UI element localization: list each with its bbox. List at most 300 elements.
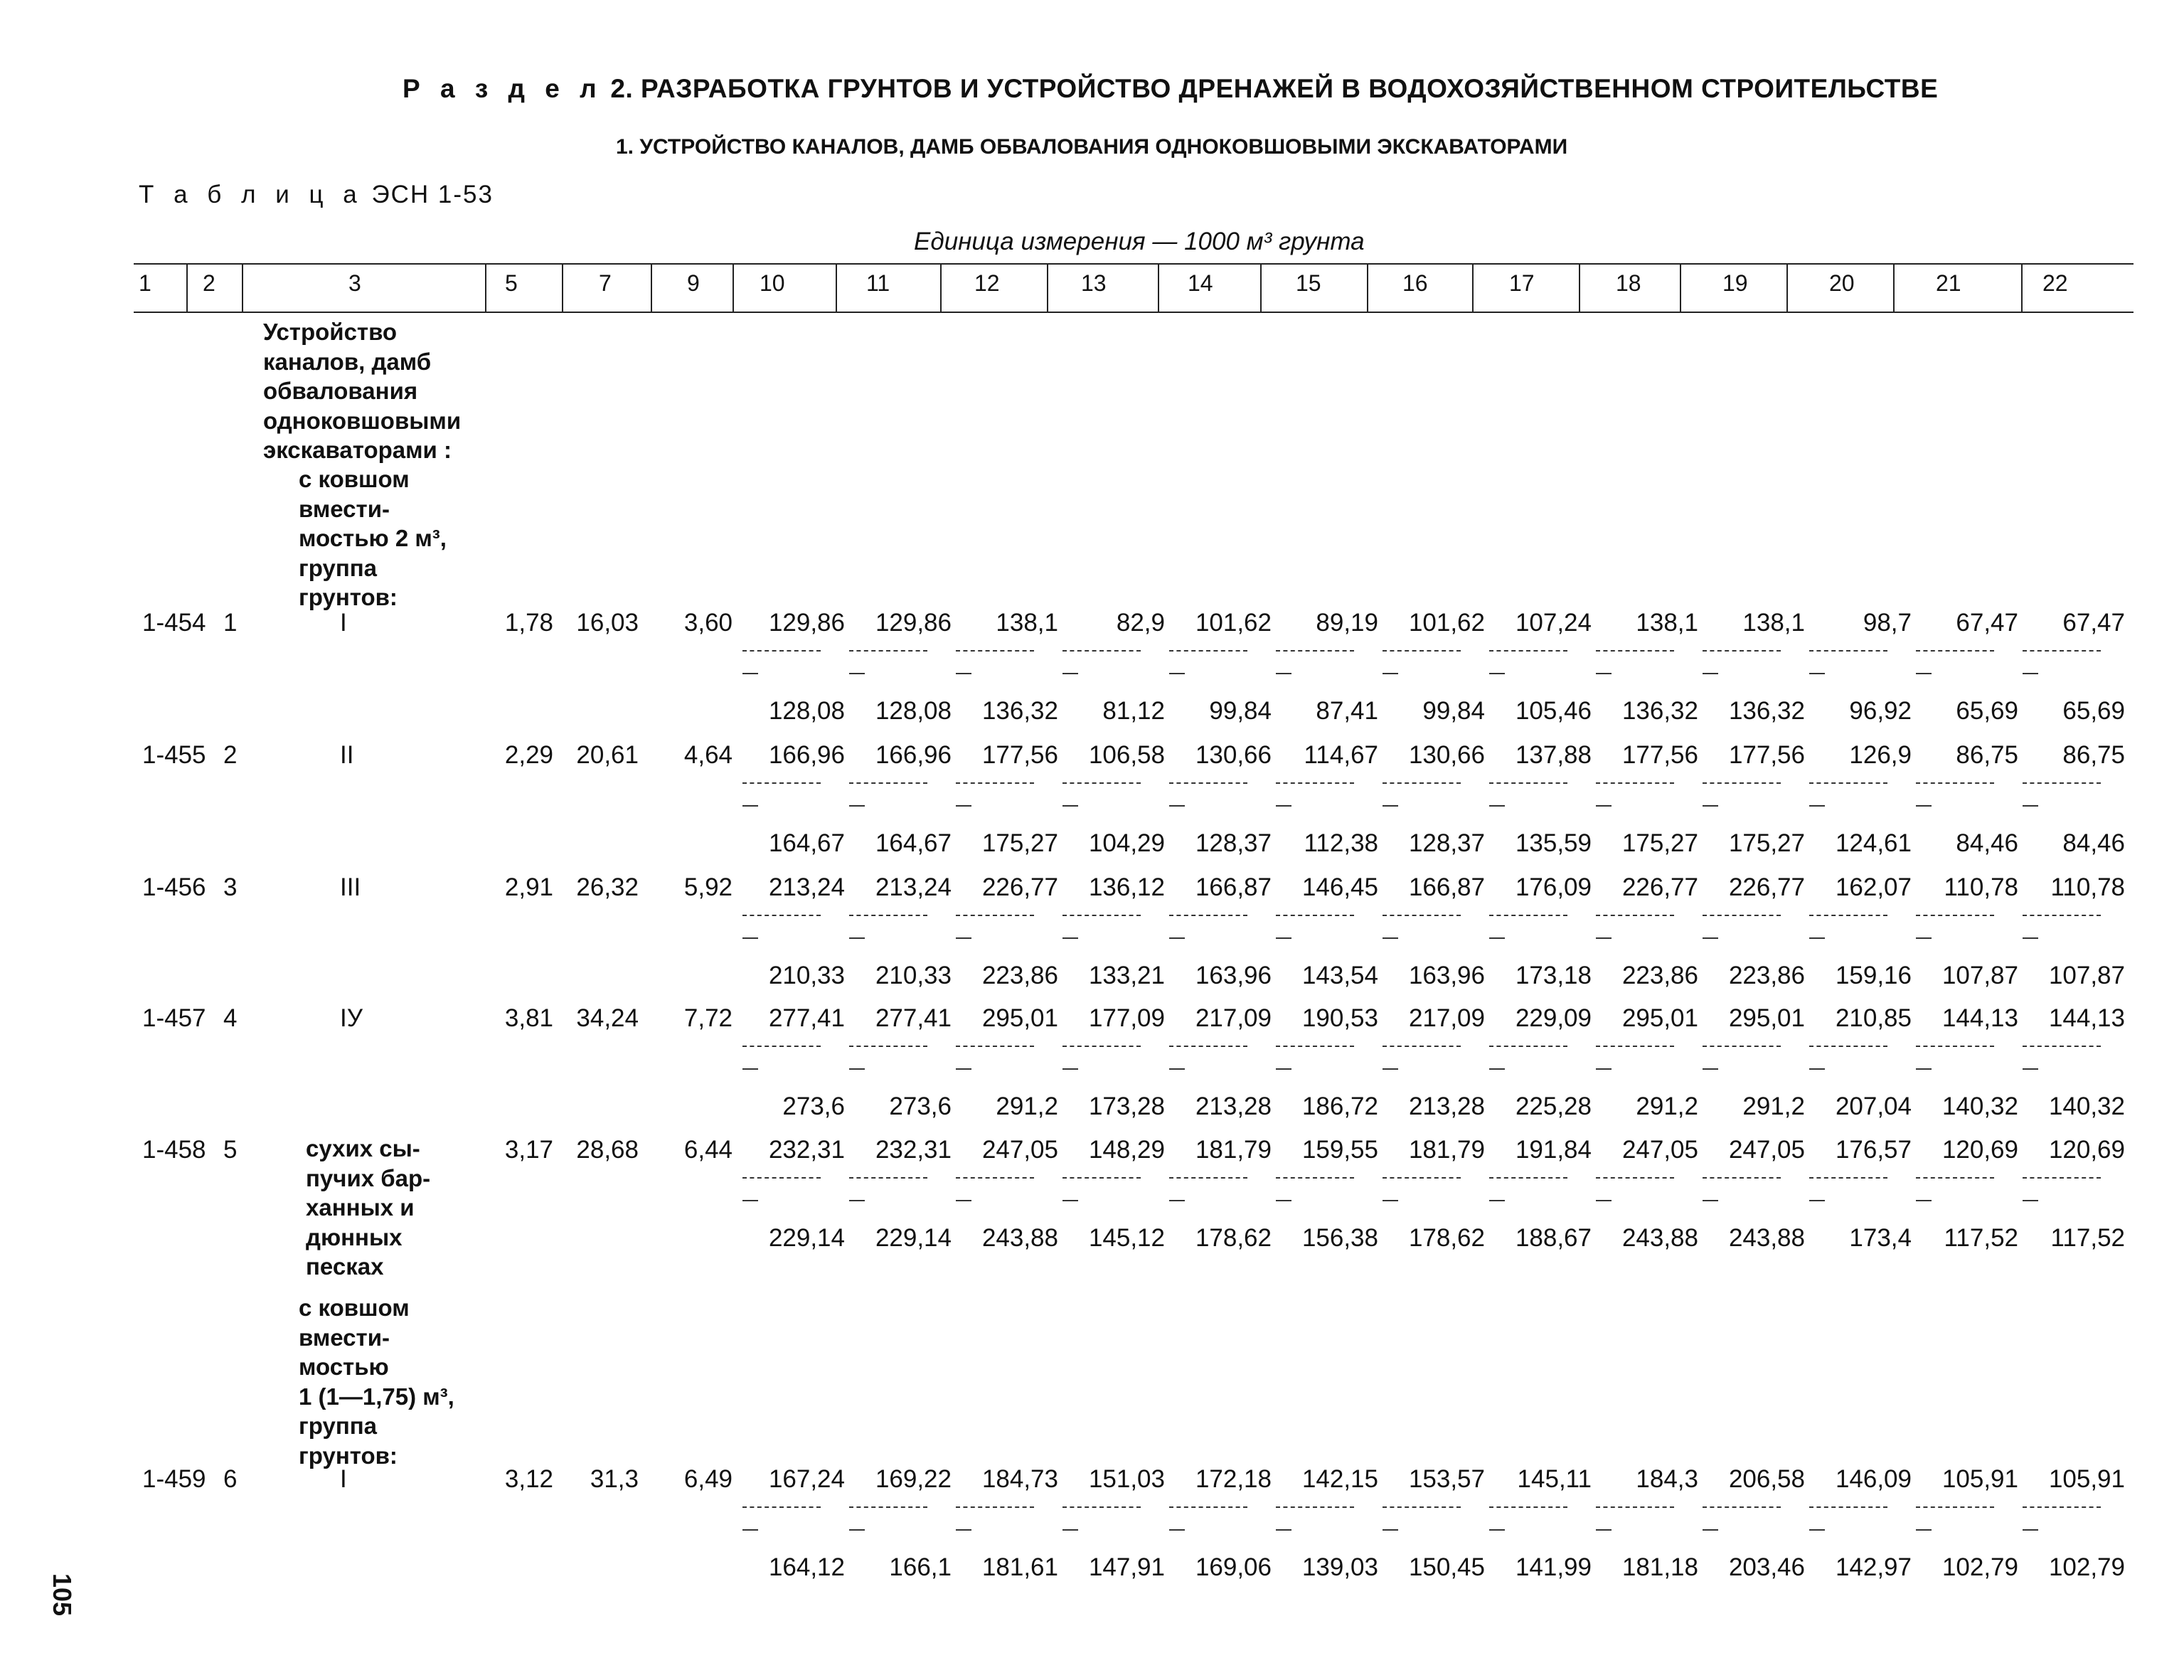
denominator-value: 156,38 <box>1301 1224 1378 1252</box>
intro-description <box>263 317 461 465</box>
denominator-value: 136,32 <box>1728 697 1805 725</box>
denominator-value: 186,72 <box>1301 1092 1378 1120</box>
fraction-bar <box>1596 915 1674 916</box>
numerator-value: 226,77 <box>1728 873 1805 901</box>
row-number: 4 <box>223 1004 238 1032</box>
fraction-cell <box>1058 873 1165 989</box>
fraction-bar <box>1916 1177 1994 1179</box>
fraction-cell <box>1165 1465 1272 1581</box>
numerator-value: 126,9 <box>1849 741 1912 769</box>
fraction-cell <box>1698 609 1805 725</box>
numerator-value: 295,01 <box>981 1004 1058 1032</box>
numerator-value: 176,57 <box>1835 1136 1912 1164</box>
denominator-value: 273,6 <box>782 1092 845 1120</box>
numerator-value: 247,05 <box>1728 1136 1805 1164</box>
fraction-bar <box>1916 1506 1994 1508</box>
fraction-cell <box>2018 873 2125 989</box>
fraction-bar <box>849 650 927 652</box>
numerator-value: 176,09 <box>1515 873 1592 901</box>
fraction-bar <box>1596 650 1674 652</box>
fraction-bar <box>956 915 1034 916</box>
fraction-bar <box>1489 1046 1567 1047</box>
soil-group: II <box>340 741 354 769</box>
group1-line: с ковшом <box>299 466 410 492</box>
fraction-dash <box>742 1068 758 1070</box>
numerator-value: 190,53 <box>1301 1004 1378 1032</box>
column-header: 16 <box>1402 270 1428 296</box>
fraction-bar <box>2023 1177 2101 1179</box>
fraction-dash <box>1489 805 1505 807</box>
fraction-dash <box>1916 1200 1932 1201</box>
fraction-dash <box>2023 805 2038 807</box>
fraction-cell <box>1912 609 2018 725</box>
numerator-value: 106,58 <box>1088 741 1165 769</box>
numerator-value: 144,13 <box>1941 1004 2018 1032</box>
numerator-value: 105,91 <box>1941 1465 2018 1493</box>
fraction-dash <box>2023 937 2038 939</box>
numerator-value: 213,24 <box>768 873 845 901</box>
denominator-value: 142,97 <box>1835 1553 1912 1581</box>
fraction-bar <box>956 1506 1034 1508</box>
row-number: 1 <box>223 609 238 637</box>
fraction-cell <box>738 1465 845 1581</box>
col-7-value: 31,3 <box>590 1465 639 1493</box>
denominator-value: 128,37 <box>1408 829 1485 857</box>
fraction-cell <box>1592 741 1698 857</box>
intro-line: каналов, дамб <box>263 348 432 375</box>
column-separator <box>733 265 734 312</box>
denominator-value: 291,2 <box>1636 1092 1698 1120</box>
denominator-value: 145,12 <box>1088 1224 1165 1252</box>
numerator-value: 177,56 <box>1621 741 1698 769</box>
fraction-dash <box>1489 1068 1505 1070</box>
denominator-value: 159,16 <box>1835 962 1912 989</box>
fraction-cell <box>1272 1465 1378 1581</box>
fraction-cell <box>1272 1004 1378 1120</box>
fraction-cell <box>1058 1004 1165 1120</box>
column-separator <box>562 265 563 312</box>
denominator-value: 175,27 <box>1621 829 1698 857</box>
numerator-value: 89,19 <box>1316 609 1378 637</box>
intro-line: одноковшовыми <box>263 407 462 434</box>
intro-line: экскаваторами : <box>263 437 452 463</box>
fraction-dash <box>1596 1068 1612 1070</box>
row-code: 1-454 <box>142 609 206 637</box>
fraction-bar <box>1062 1177 1141 1179</box>
denominator-value: 136,32 <box>981 697 1058 725</box>
numerator-value: 105,91 <box>2048 1465 2125 1493</box>
column-header: 15 <box>1296 270 1321 296</box>
fraction-bar <box>1916 650 1994 652</box>
column-separator <box>1158 265 1159 312</box>
numerator-value: 277,41 <box>768 1004 845 1032</box>
fraction-cell <box>1805 1465 1912 1581</box>
numerator-value: 137,88 <box>1515 741 1592 769</box>
denominator-value: 175,27 <box>1728 829 1805 857</box>
fraction-cell <box>1058 741 1165 857</box>
column-header: 10 <box>760 270 785 296</box>
fraction-bar <box>1809 1506 1887 1508</box>
fraction-dash <box>1703 937 1718 939</box>
col-5-value: 2,91 <box>504 873 553 901</box>
denominator-value: 128,08 <box>768 697 845 725</box>
numerator-value: 177,56 <box>981 741 1058 769</box>
fraction-cell <box>1592 873 1698 989</box>
fraction-dash <box>849 805 865 807</box>
numerator-value: 184,3 <box>1636 1465 1698 1493</box>
numerator-value: 98,7 <box>1863 609 1912 637</box>
numerator-value: 138,1 <box>1742 609 1805 637</box>
denominator-value: 128,08 <box>875 697 952 725</box>
numerator-value: 232,31 <box>875 1136 952 1164</box>
fraction-cell <box>1592 1465 1698 1581</box>
column-separator <box>2021 265 2023 312</box>
denominator-value: 178,62 <box>1195 1224 1272 1252</box>
fraction-bar <box>742 1046 821 1047</box>
sand-line: ханных и <box>306 1194 415 1221</box>
fraction-dash <box>742 937 758 939</box>
denominator-value: 181,18 <box>1621 1553 1698 1581</box>
fraction-bar <box>1062 650 1141 652</box>
fraction-bar <box>742 650 821 652</box>
denominator-value: 203,46 <box>1728 1553 1805 1581</box>
col-9-value: 7,72 <box>683 1004 733 1032</box>
fraction-bar <box>1276 1506 1354 1508</box>
column-header: 3 <box>348 270 361 296</box>
row-code: 1-457 <box>142 1004 206 1032</box>
row-number: 5 <box>223 1136 238 1164</box>
fraction-bar <box>1809 915 1887 916</box>
fraction-cell <box>1272 873 1378 989</box>
denominator-value: 112,38 <box>1304 829 1378 857</box>
fraction-bar <box>1169 1506 1247 1508</box>
denominator-value: 105,46 <box>1515 697 1592 725</box>
denominator-value: 169,06 <box>1195 1553 1272 1581</box>
fraction-cell <box>1698 1004 1805 1120</box>
fraction-bar <box>1703 1506 1781 1508</box>
fraction-cell <box>2018 609 2125 725</box>
fraction-dash <box>1276 1529 1291 1531</box>
fraction-bar <box>1809 782 1887 784</box>
row-code: 1-456 <box>142 873 206 901</box>
col-9-value: 6,49 <box>683 1465 733 1493</box>
denominator-value: 223,86 <box>1621 962 1698 989</box>
denominator-value: 243,88 <box>1621 1224 1698 1252</box>
numerator-value: 67,47 <box>1956 609 2018 637</box>
fraction-dash <box>742 805 758 807</box>
denominator-value: 223,86 <box>1728 962 1805 989</box>
denominator-value: 99,84 <box>1422 697 1485 725</box>
col-5-value: 1,78 <box>504 609 553 637</box>
group2-line: вмести- <box>299 1324 390 1351</box>
fraction-bar <box>1383 915 1461 916</box>
column-separator <box>1047 265 1048 312</box>
fraction-bar <box>1383 650 1461 652</box>
fraction-bar <box>2023 1046 2101 1047</box>
fraction-cell <box>952 1004 1058 1120</box>
fraction-dash <box>742 1200 758 1201</box>
fraction-cell <box>1805 1004 1912 1120</box>
fraction-bar <box>1489 650 1567 652</box>
column-separator <box>1367 265 1368 312</box>
fraction-cell <box>1805 609 1912 725</box>
fraction-bar <box>742 1177 821 1179</box>
col-7-value: 26,32 <box>576 873 639 901</box>
sand-description <box>306 1134 430 1282</box>
sand-line: сухих сы- <box>306 1135 420 1161</box>
fraction-dash <box>1809 1200 1825 1201</box>
row-number: 6 <box>223 1465 238 1493</box>
column-separator <box>1893 265 1895 312</box>
denominator-value: 223,86 <box>981 962 1058 989</box>
fraction-dash <box>956 1200 971 1201</box>
col-9-value: 4,64 <box>683 741 733 769</box>
group2-description <box>299 1293 454 1470</box>
fraction-dash <box>1809 1529 1825 1531</box>
fraction-dash <box>1062 937 1078 939</box>
fraction-cell <box>1165 1004 1272 1120</box>
denominator-value: 107,87 <box>1941 962 2018 989</box>
fraction-bar <box>1809 1177 1887 1179</box>
fraction-dash <box>1489 673 1505 674</box>
fraction-dash <box>849 937 865 939</box>
denominator-value: 273,6 <box>889 1092 952 1120</box>
numerator-value: 213,24 <box>875 873 952 901</box>
intro-line: Устройство <box>263 319 398 345</box>
group2-line: 1 (1—1,75) м³, <box>299 1383 454 1410</box>
denominator-value: 243,88 <box>1728 1224 1805 1252</box>
fraction-dash <box>1596 937 1612 939</box>
denominator-value: 164,67 <box>875 829 952 857</box>
fraction-bar <box>742 915 821 916</box>
fraction-cell <box>1058 1136 1165 1252</box>
column-header: 17 <box>1509 270 1535 296</box>
fraction-dash <box>956 937 971 939</box>
numerator-value: 129,86 <box>768 609 845 637</box>
denominator-value: 140,32 <box>1941 1092 2018 1120</box>
fraction-bar <box>849 1177 927 1179</box>
fraction-bar <box>1383 1177 1461 1179</box>
denominator-value: 164,12 <box>768 1553 845 1581</box>
denominator-value: 102,79 <box>2048 1553 2125 1581</box>
fraction-bar <box>849 1506 927 1508</box>
fraction-dash <box>1276 1200 1291 1201</box>
fraction-dash <box>1062 1529 1078 1531</box>
fraction-bar <box>1916 782 1994 784</box>
header-bottom-rule <box>134 312 2134 313</box>
column-separator <box>1472 265 1474 312</box>
col-7-value: 20,61 <box>576 741 639 769</box>
fraction-dash <box>1703 1529 1718 1531</box>
fraction-cell <box>1912 873 2018 989</box>
fraction-cell <box>1592 1004 1698 1120</box>
sand-line: песках <box>306 1253 384 1280</box>
fraction-bar <box>1169 1046 1247 1047</box>
fraction-cell <box>738 741 845 857</box>
column-header: 20 <box>1829 270 1855 296</box>
fraction-bar <box>1809 650 1887 652</box>
fraction-dash <box>849 673 865 674</box>
fraction-bar <box>1596 1177 1674 1179</box>
col-5-value: 3,12 <box>504 1465 553 1493</box>
fraction-cell <box>1912 741 2018 857</box>
denominator-value: 81,12 <box>1102 697 1165 725</box>
fraction-bar <box>956 1177 1034 1179</box>
row-code: 1-459 <box>142 1465 206 1493</box>
fraction-dash <box>849 1068 865 1070</box>
fraction-bar <box>1276 1177 1354 1179</box>
fraction-cell <box>1485 1465 1592 1581</box>
numerator-value: 169,22 <box>875 1465 952 1493</box>
fraction-bar <box>1596 1046 1674 1047</box>
fraction-bar <box>1489 782 1567 784</box>
fraction-dash <box>2023 1200 2038 1201</box>
fraction-dash <box>1916 1529 1932 1531</box>
fraction-dash <box>1703 673 1718 674</box>
table-label-code: ЭСН 1-53 <box>371 181 494 208</box>
denominator-value: 140,32 <box>2048 1092 2125 1120</box>
fraction-dash <box>1169 805 1185 807</box>
row-number: 2 <box>223 741 238 769</box>
fraction-bar <box>1062 915 1141 916</box>
denominator-value: 84,46 <box>1956 829 2018 857</box>
denominator-value: 181,61 <box>981 1553 1058 1581</box>
fraction-cell <box>1272 1136 1378 1252</box>
numerator-value: 162,07 <box>1835 873 1912 901</box>
fraction-dash <box>1916 805 1932 807</box>
numerator-value: 138,1 <box>996 609 1058 637</box>
fraction-bar <box>2023 915 2101 916</box>
fraction-dash <box>1169 673 1185 674</box>
fraction-cell <box>1378 1136 1485 1252</box>
fraction-cell <box>952 873 1058 989</box>
denominator-value: 291,2 <box>1742 1092 1805 1120</box>
fraction-dash <box>2023 673 2038 674</box>
intro-line: обвалования <box>263 378 418 404</box>
fraction-bar <box>849 915 927 916</box>
soil-group: I <box>340 609 347 637</box>
fraction-dash <box>1703 805 1718 807</box>
col-7-value: 28,68 <box>576 1136 639 1164</box>
fraction-dash <box>1596 1529 1612 1531</box>
numerator-value: 67,47 <box>2062 609 2125 637</box>
fraction-cell <box>2018 1004 2125 1120</box>
fraction-bar <box>1169 915 1247 916</box>
denominator-value: 210,33 <box>768 962 845 989</box>
numerator-value: 120,69 <box>2048 1136 2125 1164</box>
fraction-dash <box>1062 1068 1078 1070</box>
fraction-dash <box>1276 805 1291 807</box>
fraction-bar <box>1169 650 1247 652</box>
fraction-bar <box>1169 1177 1247 1179</box>
denominator-value: 96,92 <box>1849 697 1912 725</box>
fraction-bar <box>1062 1046 1141 1047</box>
fraction-cell <box>1805 741 1912 857</box>
section-title <box>403 74 1938 104</box>
denominator-value: 229,14 <box>875 1224 952 1252</box>
numerator-value: 166,87 <box>1408 873 1485 901</box>
column-header: 21 <box>1936 270 1961 296</box>
col-7-value: 16,03 <box>576 609 639 637</box>
fraction-dash <box>1169 937 1185 939</box>
fraction-dash <box>1596 673 1612 674</box>
fraction-cell <box>1165 1136 1272 1252</box>
fraction-dash <box>1169 1200 1185 1201</box>
fraction-cell <box>1912 1004 2018 1120</box>
fraction-bar <box>1489 915 1567 916</box>
numerator-value: 177,56 <box>1728 741 1805 769</box>
column-header: 14 <box>1188 270 1213 296</box>
fraction-bar <box>1489 1177 1567 1179</box>
column-header: 5 <box>505 270 518 296</box>
fraction-cell <box>1485 741 1592 857</box>
fraction-bar <box>849 1046 927 1047</box>
numerator-value: 120,69 <box>1941 1136 2018 1164</box>
numerator-value: 148,29 <box>1088 1136 1165 1164</box>
fraction-cell <box>1165 741 1272 857</box>
fraction-dash <box>1596 1200 1612 1201</box>
numerator-value: 166,96 <box>875 741 952 769</box>
group1-line: мостью 2 м³, <box>299 525 447 551</box>
fraction-bar <box>956 1046 1034 1047</box>
fraction-dash <box>1276 937 1291 939</box>
fraction-bar <box>1062 782 1141 784</box>
fraction-dash <box>1809 1068 1825 1070</box>
group2-line: грунтов: <box>299 1442 398 1469</box>
fraction-cell <box>952 741 1058 857</box>
fraction-dash <box>742 1529 758 1531</box>
column-header: 13 <box>1081 270 1107 296</box>
numerator-value: 101,62 <box>1195 609 1272 637</box>
column-separator <box>836 265 837 312</box>
row-code: 1-458 <box>142 1136 206 1164</box>
fraction-cell <box>1485 1004 1592 1120</box>
fraction-cell <box>738 1136 845 1252</box>
fraction-bar <box>1276 1046 1354 1047</box>
fraction-dash <box>1383 1068 1398 1070</box>
fraction-dash <box>1062 1200 1078 1201</box>
denominator-value: 107,87 <box>2048 962 2125 989</box>
fraction-bar <box>1809 1046 1887 1047</box>
fraction-dash <box>849 1200 865 1201</box>
fraction-bar <box>956 650 1034 652</box>
fraction-bar <box>1489 1506 1567 1508</box>
row-number: 3 <box>223 873 238 901</box>
section-title-prefix: Р а з д е л <box>403 74 603 103</box>
numerator-value: 153,57 <box>1408 1465 1485 1493</box>
fraction-dash <box>1489 1200 1505 1201</box>
column-separator <box>1680 265 1681 312</box>
fraction-bar <box>1703 915 1781 916</box>
fraction-bar <box>2023 1506 2101 1508</box>
fraction-bar <box>1596 782 1674 784</box>
numerator-value: 114,67 <box>1304 741 1378 769</box>
numerator-value: 107,24 <box>1515 609 1592 637</box>
fraction-dash <box>1383 937 1398 939</box>
fraction-cell <box>1698 741 1805 857</box>
col-5-value: 3,81 <box>504 1004 553 1032</box>
numerator-value: 295,01 <box>1621 1004 1698 1032</box>
column-separator <box>1260 265 1262 312</box>
fraction-dash <box>1383 1529 1398 1531</box>
denominator-value: 143,54 <box>1301 962 1378 989</box>
numerator-value: 144,13 <box>2048 1004 2125 1032</box>
fraction-bar <box>1703 1177 1781 1179</box>
fraction-dash <box>1809 805 1825 807</box>
column-header: 12 <box>974 270 1000 296</box>
denominator-value: 104,29 <box>1088 829 1165 857</box>
denominator-value: 84,46 <box>2062 829 2125 857</box>
